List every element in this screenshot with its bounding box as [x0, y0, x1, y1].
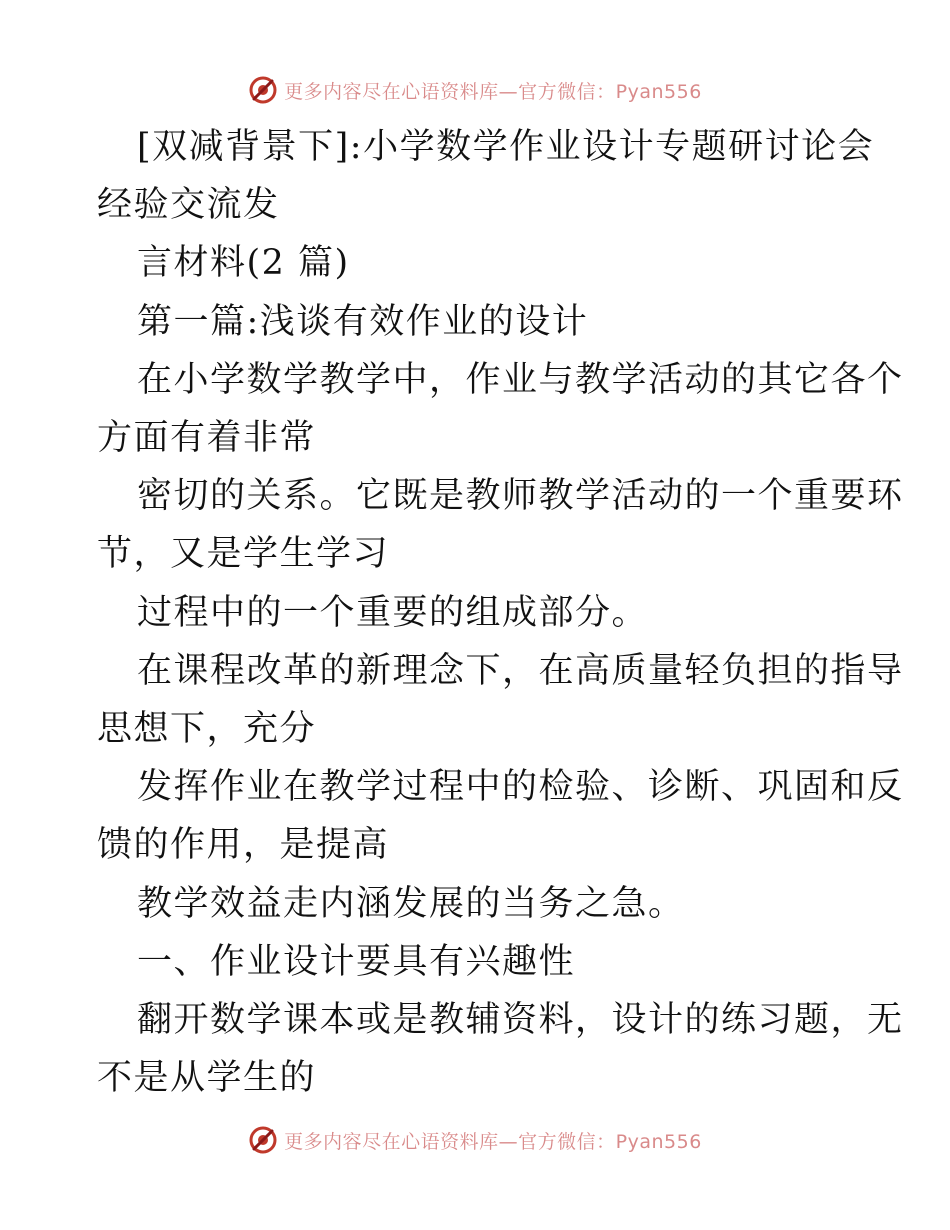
paragraph-line: 翻开数学课本或是教辅资料，设计的练习题，无 [137, 1000, 904, 1040]
paragraph-line: 节，又是学生学习 [97, 534, 390, 574]
footer-watermark-text: 更多内容尽在心语资料库—官方微信：Pyan556 [284, 1130, 702, 1153]
doc-title-line-2: 经验交流发 [97, 185, 280, 225]
header-watermark-text: 更多内容尽在心语资料库—官方微信：Pyan556 [284, 80, 702, 103]
paragraph-line: 在小学数学教学中，作业与教学活动的其它各个 [137, 360, 904, 400]
paragraph-line: 教学效益走内涵发展的当务之急。 [137, 884, 685, 924]
paragraph-line: 方面有着非常 [97, 418, 317, 458]
doc-title-line-3: 言材料(2 篇) [137, 243, 350, 283]
paragraph-line: 馈的作用，是提高 [97, 825, 390, 865]
paragraph-line: 密切的关系。它既是教师教学活动的一个重要环 [137, 476, 904, 516]
paragraph-line: 过程中的一个重要的组成部分。 [137, 593, 649, 633]
subsection-heading: 一、作业设计要具有兴趣性 [137, 942, 576, 982]
paragraph-line: 发挥作业在教学过程中的检验、诊断、巩固和反 [137, 767, 904, 807]
doc-title-line-1: [双减背景下]:小学数学作业设计专题研讨论会 [137, 127, 875, 167]
brand-logo-icon [248, 1125, 278, 1155]
section-heading-1: 第一篇:浅谈有效作业的设计 [137, 302, 589, 342]
footer-watermark [0, 1120, 950, 1160]
paragraph-line: 不是从学生的 [97, 1058, 317, 1098]
paragraph-line: 思想下，充分 [97, 709, 317, 749]
paragraph-line: 在课程改革的新理念下，在高质量轻负担的指导 [137, 651, 904, 691]
